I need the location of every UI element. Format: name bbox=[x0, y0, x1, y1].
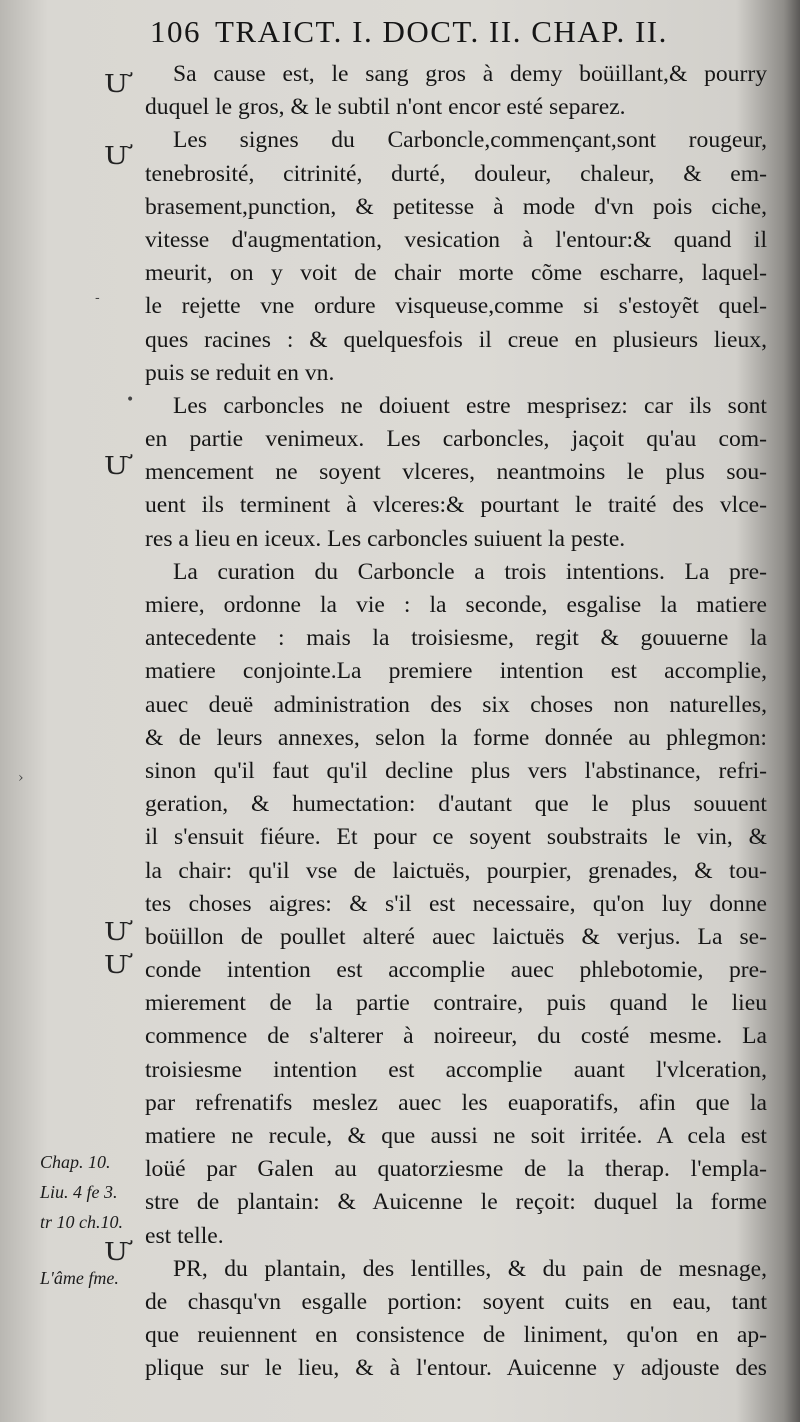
text-line: est telle. bbox=[145, 1222, 224, 1249]
text-line: La curation du Carboncle a trois intentions. La pre- bbox=[173, 558, 767, 585]
text-line: sinon qu'il faut qu'il decline plus vers l'abstinance, refri- bbox=[145, 757, 767, 784]
text-line: conde intention est accomplie auec phlebotomie, pre- bbox=[145, 957, 767, 984]
text-line: miere, ordonne la vie : la seconde, esgalise la matiere bbox=[145, 592, 767, 618]
text-line: le rejette vne ordure visqueuse,comme si s'estoyẽt quel- bbox=[145, 293, 767, 320]
margin-mark: Ư bbox=[103, 1238, 129, 1266]
text-line: ques racines : & quelquesfois il creue en plusieurs lieux, bbox=[145, 326, 767, 353]
text-line: matiere ne recule, & que aussi ne soit irritée. A cela est bbox=[145, 1123, 767, 1149]
margin-mark: Ư bbox=[103, 142, 129, 170]
margin-note: tr 10 ch.10. bbox=[40, 1212, 123, 1232]
text-line: mencement ne soyent vlceres, neantmoins le plus sou- bbox=[145, 459, 767, 486]
text-line: duquel le gros, & le subtil n'ont encor esté separez. bbox=[145, 94, 626, 121]
text-line: Sa cause est, le sang gros à demy boüillant,& pourry bbox=[173, 61, 767, 87]
text-line: puis se reduit en vn. bbox=[145, 359, 335, 386]
text-line: matiere conjointe.La premiere intention est accomplie, bbox=[145, 658, 767, 685]
text-line: plique sur le lieu, & à l'entour. Auicenne y adjouste des bbox=[145, 1355, 767, 1382]
margin-speck: - bbox=[95, 290, 100, 306]
main-text-block bbox=[145, 58, 767, 1386]
text-line: uent ils terminent à vlceres:& pourtant le traité des vlce- bbox=[145, 492, 767, 519]
margin-mark: Ư bbox=[103, 452, 129, 480]
margin-mark: Ư bbox=[103, 951, 129, 979]
text-line: boüillon de poullet alteré auec laictuës & verjus. La se- bbox=[145, 923, 767, 950]
text-line: loüé par Galen au quatorziesme de la therap. l'empla- bbox=[145, 1156, 767, 1183]
text-line: & de leurs annexes, selon la forme donnée au phlegmon: bbox=[145, 724, 767, 751]
margin-note: Liu. 4 fe 3. bbox=[40, 1182, 118, 1202]
text-line: il s'ensuit fiéure. Et pour ce soyent soubstraits le vin, & bbox=[145, 824, 767, 851]
text-line: en partie venimeux. Les carboncles, jaçoit qu'au com- bbox=[145, 426, 767, 453]
text-line: stre de plantain: & Auicenne le reçoit: duquel la forme bbox=[145, 1189, 767, 1216]
running-title: TRAICT. I. DOCT. II. CHAP. II. bbox=[215, 14, 668, 49]
margin-speck: › bbox=[18, 770, 24, 786]
text-line: antecedente : mais la troisiesme, regit & gouuerne la bbox=[145, 625, 767, 652]
text-line: de chasqu'vn esgalle portion: soyent cuits en eau, tant bbox=[145, 1288, 767, 1315]
text-line: geration, & humectation: d'autant que le plus souuent bbox=[145, 791, 767, 818]
text-line: tenebrosité, citrinité, durté, douleur, chaleur, & em- bbox=[145, 160, 767, 187]
margin-note: L'âme fme. bbox=[40, 1268, 119, 1288]
text-line: la chair: qu'il vse de laictuës, pourpier, grenades, & tou- bbox=[145, 857, 767, 884]
text-line: Les signes du Carboncle,commençant,sont rougeur, bbox=[173, 127, 767, 154]
margin-mark: Ư bbox=[103, 70, 129, 98]
text-line: brasement,punction, & petitesse à mode d'vn pois ciche, bbox=[145, 193, 767, 220]
text-line: tes choses aigres: & s'il est necessaire, qu'on luy donne bbox=[145, 890, 767, 917]
running-header bbox=[150, 14, 750, 54]
text-line: vitesse d'augmentation, vesication à l'entour:& quand il bbox=[145, 226, 767, 253]
margin-speck: • bbox=[126, 392, 135, 408]
text-line: PR, du plantain, des lentilles, & du pain de mesnage, bbox=[173, 1255, 767, 1282]
text-line: troisiesme intention est accomplie auant l'vlceration, bbox=[145, 1056, 767, 1083]
page-number: 106 bbox=[150, 14, 201, 49]
text-line: auec deuë administration des six choses non naturelles, bbox=[145, 691, 767, 718]
text-line: Les carboncles ne doiuent estre mesprisez: car ils sont bbox=[173, 392, 767, 419]
margin-mark: Ư bbox=[103, 918, 129, 946]
margin-note: Chap. 10. bbox=[40, 1152, 111, 1172]
text-line: commence de s'alterer à noireeur, du costé mesme. La bbox=[145, 1023, 767, 1050]
text-line: mierement de la partie contraire, puis quand le lieu bbox=[145, 990, 767, 1017]
text-line: meurit, on y voit de chair morte cõme escharre, laquel- bbox=[145, 260, 767, 287]
text-line: res a lieu en iceux. Les carboncles suiuent la peste. bbox=[145, 525, 626, 552]
text-line: par refrenatifs meslez auec les euaporatifs, afin que la bbox=[145, 1089, 767, 1116]
text-line: que reuiennent en consistence de liniment, qu'on en ap- bbox=[145, 1322, 767, 1349]
